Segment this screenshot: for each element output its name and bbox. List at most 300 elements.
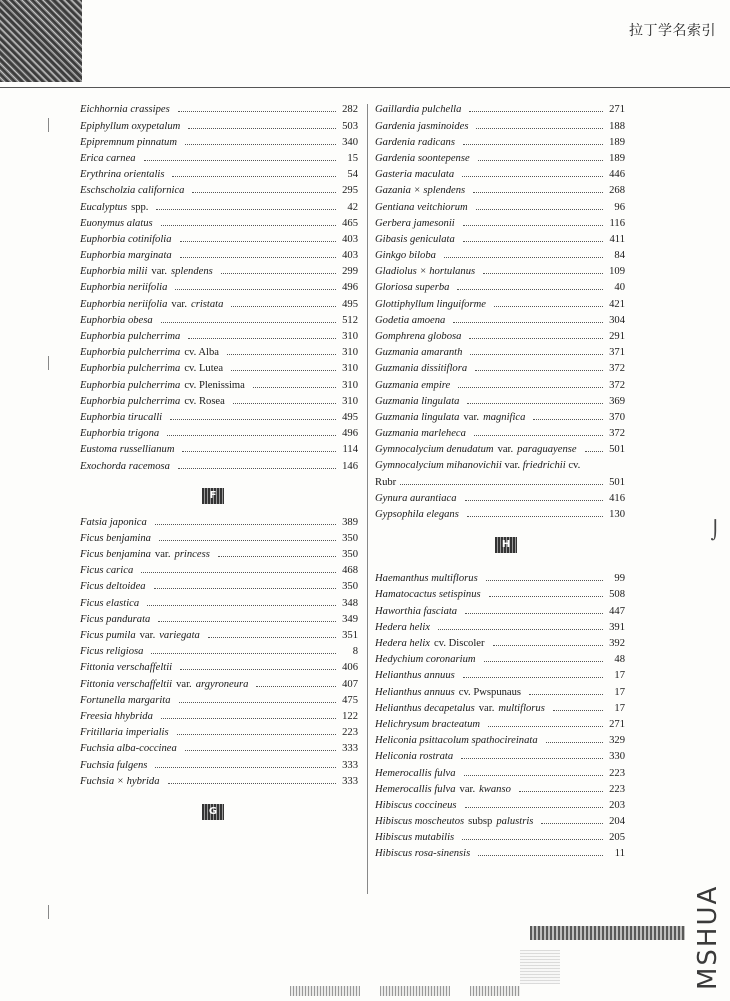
dot-leader <box>159 533 336 541</box>
page-number: 369 <box>609 395 625 407</box>
dot-leader <box>147 597 336 605</box>
taxon-name: argyroneura <box>195 678 249 690</box>
page-number: 130 <box>609 509 625 521</box>
rank-label: cv. Alba <box>184 347 219 359</box>
page-number: 205 <box>609 832 625 844</box>
page-number: 350 <box>342 549 358 561</box>
index-entry <box>80 120 358 136</box>
index-entry <box>375 573 625 589</box>
scan-corner-mark <box>0 0 82 82</box>
dot-leader <box>155 516 336 524</box>
rank-label: var. <box>497 444 514 456</box>
taxon-name: Hibiscus mutabilis <box>375 832 455 844</box>
dot-leader <box>494 298 603 306</box>
dot-leader <box>175 282 336 290</box>
taxon-name: Euphorbia marginata <box>80 250 172 262</box>
taxon-name: Guzmania marleheca <box>375 428 466 440</box>
index-entry <box>375 363 625 379</box>
dot-leader <box>161 711 336 719</box>
index-entry <box>80 234 358 250</box>
dot-leader <box>476 120 603 128</box>
taxon-name: Guzmania empire <box>375 379 451 391</box>
index-entry <box>375 217 625 233</box>
taxon-name: palustris <box>496 816 534 828</box>
taxon-name: Helianthus annuus <box>375 670 455 682</box>
dot-leader <box>180 234 336 242</box>
taxon-name: Eichhornia crassipes <box>80 104 170 116</box>
dot-leader <box>489 589 603 597</box>
index-entry <box>80 444 358 460</box>
dot-leader <box>192 185 336 193</box>
index-entry <box>80 759 358 775</box>
taxon-name: Guzmania lingulata <box>375 395 460 407</box>
page-number: 223 <box>609 783 625 795</box>
page-number: 508 <box>609 589 625 601</box>
page-number: 496 <box>342 428 358 440</box>
taxon-name: Fritillaria imperialis <box>80 727 169 739</box>
dot-leader <box>221 266 336 274</box>
index-list-g <box>375 104 625 460</box>
index-list-e <box>80 104 358 476</box>
dot-leader <box>465 493 603 501</box>
index-entry <box>375 767 625 783</box>
dot-leader <box>208 630 336 638</box>
index-entry <box>375 751 625 767</box>
dot-leader <box>185 136 336 144</box>
index-entry <box>375 848 625 864</box>
page-number: 496 <box>342 282 358 294</box>
dot-leader <box>473 185 603 193</box>
taxon-name: Haemanthus multiflorus <box>375 573 478 585</box>
dot-leader <box>154 581 336 589</box>
index-entry <box>80 169 358 185</box>
index-entry <box>375 104 625 120</box>
index-entry <box>80 711 358 727</box>
dot-leader <box>483 266 603 274</box>
index-entry <box>80 298 358 314</box>
page-number: 348 <box>342 597 358 609</box>
dot-leader <box>474 428 603 436</box>
scan-artifact <box>520 950 560 984</box>
taxon-name: Ficus carica <box>80 565 134 577</box>
page-number: 372 <box>609 379 625 391</box>
dot-leader <box>475 363 603 371</box>
rank-label: cv. Plenissima <box>184 379 245 391</box>
page-number: 333 <box>342 743 358 755</box>
index-entry <box>375 783 625 799</box>
dot-leader <box>465 800 604 808</box>
dot-leader <box>463 136 603 144</box>
taxon-name: Gymnocalycium denudatum <box>375 444 494 456</box>
taxon-name: Gardenia radicans <box>375 136 455 148</box>
page-number: 371 <box>609 347 625 359</box>
page-number: 392 <box>609 638 625 650</box>
taxon-name: Gazania × splendens <box>375 185 466 197</box>
index-entry <box>80 201 358 217</box>
taxon-name: Gladiolus × hortulanus <box>375 266 476 278</box>
dot-leader <box>533 412 603 420</box>
margin-mark <box>48 356 49 370</box>
index-list-h <box>375 573 625 864</box>
index-entry <box>375 185 625 201</box>
page-number: 372 <box>609 428 625 440</box>
index-entry <box>375 444 625 460</box>
dot-leader <box>180 662 336 670</box>
taxon-name: Euphorbia pulcherrima <box>80 331 181 343</box>
taxon-name: Hedera helix <box>375 621 431 633</box>
index-entry <box>375 638 625 654</box>
dot-leader <box>253 379 336 387</box>
index-entry <box>375 298 625 314</box>
page-number: 495 <box>342 298 358 310</box>
dot-leader <box>486 573 603 581</box>
taxon-name: Hamatocactus setispinus <box>375 589 481 601</box>
index-entry <box>375 800 625 816</box>
dot-leader <box>470 347 603 355</box>
taxon-name: Glottiphyllum linguiforme <box>375 298 486 310</box>
page-number: 411 <box>609 233 625 245</box>
index-entry <box>375 719 625 735</box>
index-entry <box>80 395 358 411</box>
dot-leader <box>185 743 336 751</box>
scan-artifact <box>530 926 685 940</box>
dot-leader <box>141 565 336 573</box>
dot-leader <box>465 605 603 613</box>
rank-label: subsp <box>468 816 493 828</box>
rank-label: var. <box>151 266 167 278</box>
index-entry <box>80 533 358 549</box>
taxon-name: Fuchsia × hybrida <box>80 775 160 787</box>
dot-leader <box>444 250 603 258</box>
section-header-h <box>375 537 625 553</box>
index-entry <box>375 816 625 832</box>
taxon-name: Freesia hhybrida <box>80 710 153 722</box>
taxon-name: Helianthus decapetalus <box>375 702 475 714</box>
page-number: 310 <box>342 363 358 375</box>
index-entry <box>375 589 625 605</box>
index-entry <box>80 314 358 330</box>
rank-label: var. <box>459 783 476 795</box>
index-entry <box>80 516 358 532</box>
taxon-name: princess <box>174 549 210 561</box>
taxon-name: Euphorbia trigona <box>80 428 160 440</box>
taxon-name: Gypsophila elegans <box>375 509 459 521</box>
page-number: 15 <box>347 152 358 164</box>
index-entry <box>80 597 358 613</box>
index-entry <box>80 153 358 169</box>
index-entry-wrapped-line2: Rubr 501 <box>375 476 625 488</box>
page-number: 146 <box>342 460 358 472</box>
dot-leader <box>463 217 603 225</box>
page-number: 495 <box>342 411 358 423</box>
taxon-name: Gardenia jasminoides <box>375 120 469 132</box>
page-number: 350 <box>342 532 358 544</box>
taxon-name: Gynura aurantiaca <box>375 492 457 504</box>
dot-leader <box>218 549 336 557</box>
dot-leader <box>519 783 603 791</box>
taxon-name: Heliconia psittacolum spathocireinata <box>375 735 538 747</box>
dot-leader <box>144 153 336 161</box>
taxon-name: Euphorbia pulcherrima <box>80 347 181 359</box>
dot-leader <box>553 702 603 710</box>
dot-leader <box>188 120 336 128</box>
page-number: 447 <box>609 605 625 617</box>
taxon-name: Hibiscus moscheutos <box>375 816 465 828</box>
index-entry <box>80 379 358 395</box>
taxon-name: magnifica <box>483 411 526 423</box>
page-header-title: 拉丁学名索引 <box>629 23 716 39</box>
page-number: 446 <box>609 169 625 181</box>
taxon-name: Ficus benjamina <box>80 549 151 561</box>
dot-leader <box>170 412 336 420</box>
taxon-name: Gaillardia pulchella <box>375 104 462 116</box>
taxon-name: Euphorbia pulcherrima <box>80 379 181 391</box>
taxon-name: Eucalyptus <box>80 201 128 213</box>
taxon-name: Fittonia verschaffeltii <box>80 662 173 674</box>
dot-leader <box>546 735 603 743</box>
dot-leader <box>457 282 603 290</box>
page-number: 310 <box>342 395 358 407</box>
page-number: 295 <box>342 185 358 197</box>
page-number: 407 <box>342 678 358 690</box>
rank-label: cv. Lutea <box>184 363 224 375</box>
section-header-f <box>80 488 358 504</box>
page-number: 17 <box>614 702 625 714</box>
dot-leader <box>178 104 336 112</box>
taxon-name: Gloriosa superba <box>375 282 450 294</box>
taxon-name: Gomphrena globosa <box>375 331 462 343</box>
section-header-g <box>80 804 358 820</box>
taxon-name: Ficus religiosa <box>80 646 144 658</box>
taxon-name: Hedera helix <box>375 638 431 650</box>
margin-mark <box>48 905 49 919</box>
index-entry <box>375 136 625 152</box>
taxon-name: Gibasis geniculata <box>375 233 455 245</box>
rank-label: var. <box>139 630 156 642</box>
page-number: 372 <box>609 363 625 375</box>
index-entry <box>80 266 358 282</box>
page-number: 310 <box>342 331 358 343</box>
index-entry <box>80 363 358 379</box>
page-number: 333 <box>342 775 358 787</box>
dot-leader <box>484 654 603 662</box>
index-entry <box>80 104 358 120</box>
dot-leader <box>177 727 336 735</box>
taxon-name: Euphorbia pulcherrima <box>80 363 181 375</box>
taxon-name: Euphorbia neriifolia <box>80 298 168 310</box>
page-number: 416 <box>609 492 625 504</box>
page-number: 54 <box>347 169 358 181</box>
page-number: 406 <box>342 662 358 674</box>
taxon-name: Euphorbia tirucalli <box>80 411 163 423</box>
dot-leader <box>161 217 336 225</box>
page-number: 271 <box>609 718 625 730</box>
rank-label: var. <box>478 702 495 714</box>
index-entry <box>375 234 625 250</box>
index-entry <box>375 201 625 217</box>
dot-leader <box>541 816 603 824</box>
index-column-left <box>80 104 358 820</box>
taxon-name: Gerbera jamesonii <box>375 217 455 229</box>
taxon-name: kwanso <box>479 783 511 795</box>
page-number: 389 <box>342 516 358 528</box>
index-entry <box>375 120 625 136</box>
page-number: 96 <box>614 201 625 213</box>
page-number: 512 <box>342 314 358 326</box>
index-entry <box>80 185 358 201</box>
page-number: 17 <box>614 670 625 682</box>
page-number: 189 <box>609 152 625 164</box>
page-number: 122 <box>342 710 358 722</box>
index-entry <box>375 395 625 411</box>
index-entry <box>375 428 625 444</box>
index-entry <box>375 509 625 525</box>
taxon-name: Eschscholzia californica <box>80 185 185 197</box>
page-number: 501 <box>609 444 625 456</box>
section-badge: F <box>202 488 224 504</box>
dot-leader <box>469 331 603 339</box>
taxon-name: Hedychium coronarium <box>375 654 476 666</box>
page-number: 333 <box>342 759 358 771</box>
dot-leader <box>463 234 603 242</box>
index-entry <box>80 282 358 298</box>
dot-leader <box>529 686 603 694</box>
rank-label: var. <box>171 298 187 310</box>
index-entry <box>80 662 358 678</box>
page-number: 310 <box>342 347 358 359</box>
taxon-name: Eustoma russellianum <box>80 444 175 456</box>
rank-label: spp. <box>131 201 149 213</box>
taxon-name: Gardenia soontepense <box>375 152 470 164</box>
rank-label: var. <box>154 549 171 561</box>
index-entry <box>375 379 625 395</box>
index-entry <box>375 314 625 330</box>
dot-leader <box>461 751 603 759</box>
header-rule <box>0 87 730 88</box>
section-badge: G <box>202 804 224 820</box>
index-entry <box>80 331 358 347</box>
index-entry <box>375 670 625 686</box>
index-entry <box>375 654 625 670</box>
dot-leader <box>182 444 336 452</box>
index-entry <box>375 153 625 169</box>
index-entry-wrapped-line1: Gymnocalycium mihanovichii var. friedrichii cv. <box>375 460 581 472</box>
rank-label: cv. Pwspunaus <box>458 686 522 698</box>
dot-leader <box>156 201 336 209</box>
page-number: 40 <box>614 282 625 294</box>
taxon-name: Guzmania lingulata <box>375 411 460 423</box>
section-badge: H <box>495 537 517 553</box>
scan-artifact <box>470 986 520 996</box>
page-number: 11 <box>614 848 625 860</box>
taxon-name: Ficus elastica <box>80 597 140 609</box>
index-entry <box>80 549 358 565</box>
index-entry <box>80 136 358 152</box>
page-number: 189 <box>609 136 625 148</box>
watermark-logo: MSHUA <box>693 884 723 990</box>
taxon-name: variegata <box>159 630 200 642</box>
taxon-name: Epiphyllum oxypetalum <box>80 120 181 132</box>
rank-label: var. <box>176 678 192 690</box>
dot-leader <box>438 621 603 629</box>
rank-label: cv. Rosea <box>184 395 225 407</box>
dot-leader <box>458 379 603 387</box>
page-number: 116 <box>609 217 625 229</box>
taxon-name: Euphorbia pulcherrima <box>80 395 181 407</box>
dot-leader <box>488 719 603 727</box>
taxon-name: Haworthia fasciata <box>375 605 458 617</box>
column-divider <box>367 104 368 894</box>
dot-leader <box>453 314 603 322</box>
page-number: 330 <box>609 751 625 763</box>
page-number: 223 <box>342 727 358 739</box>
taxon-name: Ficus benjamina <box>80 532 151 544</box>
dot-leader <box>231 298 336 306</box>
taxon-name: Gentiana veitchiorum <box>375 201 468 213</box>
rank-label: var. <box>463 411 480 423</box>
taxon-name: Euphorbia neriifolia <box>80 282 168 294</box>
taxon-name: Godetia amoena <box>375 314 446 326</box>
rank-label: cv. Discoler <box>434 638 485 650</box>
taxon-name: splendens <box>170 266 213 278</box>
dot-leader <box>161 314 336 322</box>
dot-leader <box>172 169 336 177</box>
index-entry <box>375 412 625 428</box>
index-entry <box>80 743 358 759</box>
dot-leader <box>464 767 603 775</box>
dot-leader <box>476 201 603 209</box>
dot-leader <box>168 775 336 783</box>
dot-leader <box>469 104 603 112</box>
taxon-name: Euphorbia obesa <box>80 314 153 326</box>
index-entry <box>80 678 358 694</box>
page-edge-mark: ⌡ <box>710 520 720 541</box>
index-entry <box>80 630 358 646</box>
page-number: 8 <box>352 646 358 658</box>
scan-artifact <box>290 986 360 996</box>
page-number: 465 <box>342 217 358 229</box>
taxon-name: Gasteria maculata <box>375 169 455 181</box>
page-number: 503 <box>342 120 358 132</box>
page-number: 84 <box>614 250 625 262</box>
dot-leader <box>467 395 603 403</box>
taxon-name: cristata <box>191 298 224 310</box>
taxon-name: Ginkgo biloba <box>375 250 436 262</box>
page-number: 340 <box>342 136 358 148</box>
page-number: 223 <box>609 767 625 779</box>
index-entry <box>80 460 358 476</box>
taxon-name: Euonymus alatus <box>80 217 153 229</box>
taxon-name: Euphorbia cotinifolia <box>80 233 172 245</box>
taxon-name: Fatsia japonica <box>80 516 147 528</box>
dot-leader <box>167 428 336 436</box>
taxon-name: Ficus deltoidea <box>80 581 146 593</box>
index-entry <box>375 621 625 637</box>
index-entry <box>375 735 625 751</box>
scan-artifact <box>380 986 450 996</box>
page-number: 268 <box>609 185 625 197</box>
taxon-name: Guzmania amaranth <box>375 347 463 359</box>
taxon-name: Hibiscus coccineus <box>375 799 457 811</box>
taxon-name: Guzmania dissitiflora <box>375 363 468 375</box>
index-entry <box>80 613 358 629</box>
page-number: 291 <box>609 331 625 343</box>
page-number: 42 <box>347 201 358 213</box>
page-number: 17 <box>614 686 625 698</box>
page-number: 204 <box>609 816 625 828</box>
page-number: 351 <box>342 630 358 642</box>
taxon-name: Ficus pandurata <box>80 613 151 625</box>
